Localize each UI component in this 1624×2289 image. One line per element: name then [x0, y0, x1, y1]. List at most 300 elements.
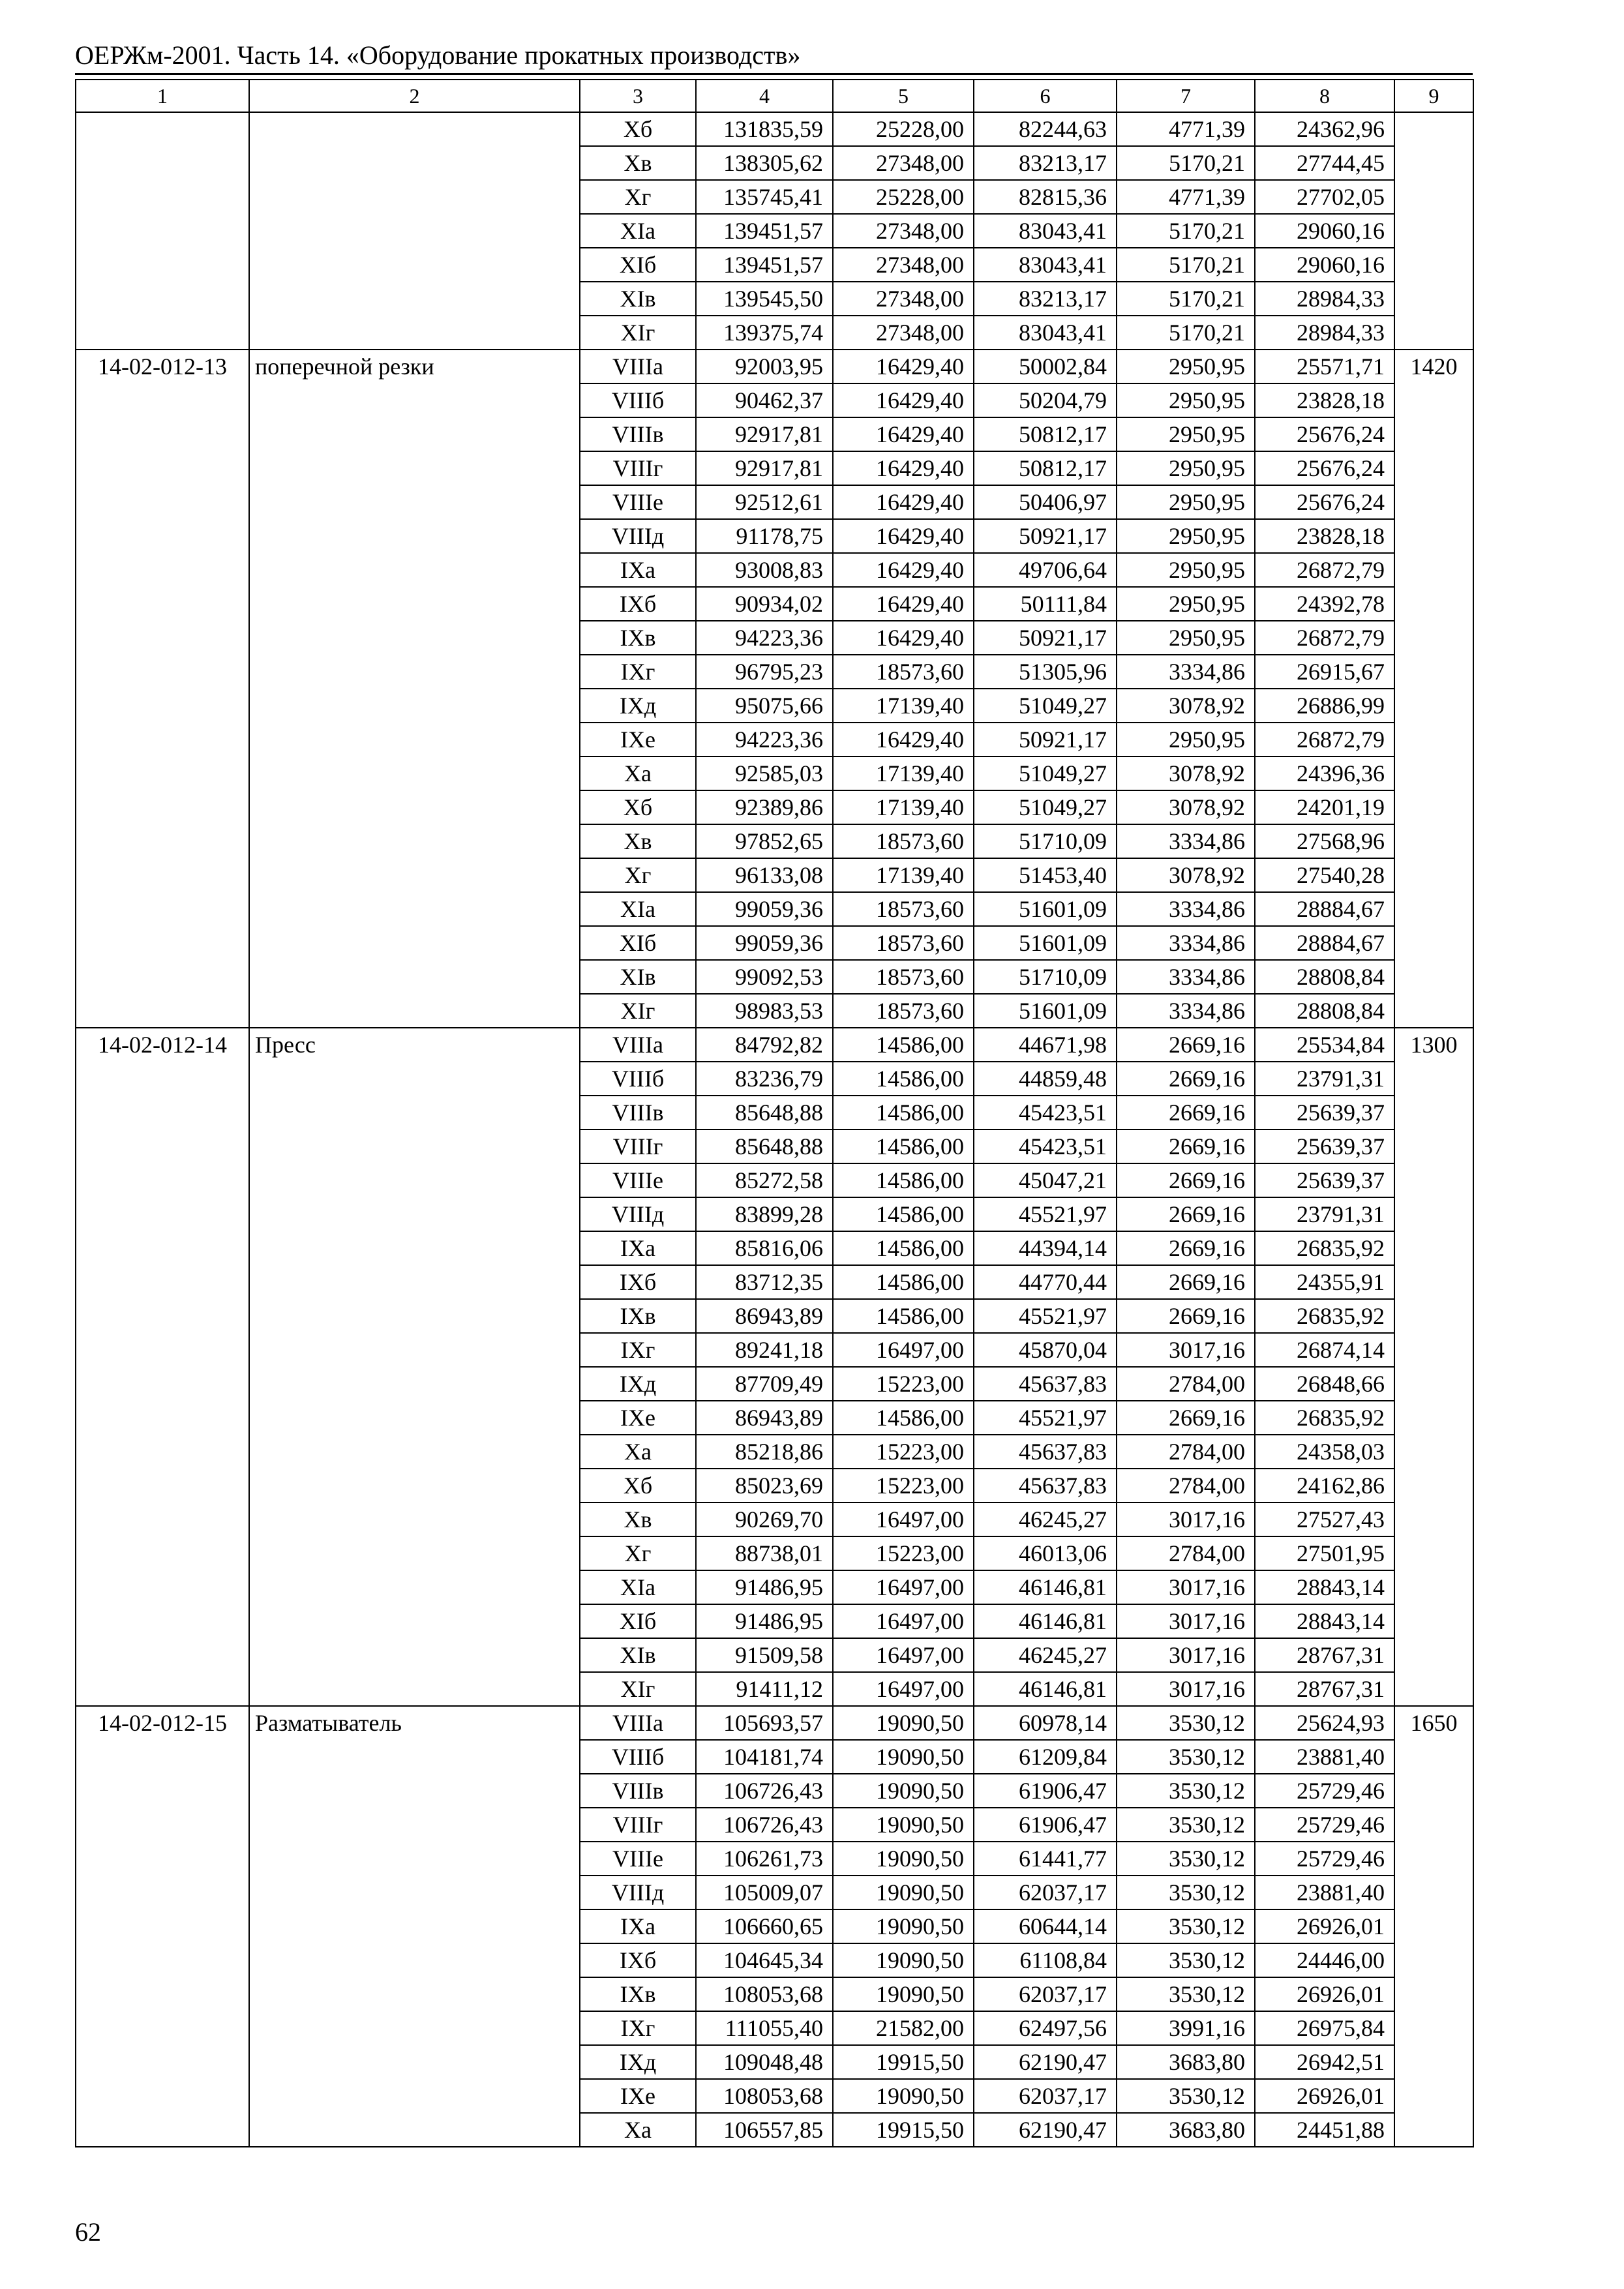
item-name-cell — [249, 112, 580, 350]
value-cell: 23881,40 — [1255, 1740, 1394, 1774]
zone-cell: VIIIг — [580, 1808, 696, 1842]
value-cell: 23791,31 — [1255, 1062, 1394, 1096]
zone-cell: VIIIб — [580, 1740, 696, 1774]
value-cell: 106261,73 — [696, 1842, 833, 1876]
value-cell: 92917,81 — [696, 451, 833, 485]
value-cell: 16497,00 — [833, 1672, 974, 1706]
zone-cell: VIIIe — [580, 1842, 696, 1876]
zone-cell: IXe — [580, 1401, 696, 1435]
value-cell: 5170,21 — [1117, 316, 1255, 350]
value-cell: 91486,95 — [696, 1604, 833, 1638]
column-number-row — [76, 80, 1473, 112]
value-cell: 24362,96 — [1255, 112, 1394, 146]
value-cell: 51601,09 — [974, 994, 1117, 1028]
value-cell: 3530,12 — [1117, 1977, 1255, 2011]
value-cell: 62190,47 — [974, 2113, 1117, 2147]
value-cell: 5170,21 — [1117, 146, 1255, 180]
value-cell: 26872,79 — [1255, 621, 1394, 655]
value-cell: 25534,84 — [1255, 1028, 1394, 1062]
zone-cell: XIг — [580, 994, 696, 1028]
value-cell: 2950,95 — [1117, 383, 1255, 417]
value-cell: 51305,96 — [974, 655, 1117, 689]
value-cell: 18573,60 — [833, 892, 974, 926]
value-cell: 45870,04 — [974, 1333, 1117, 1367]
value-cell: 83213,17 — [974, 282, 1117, 316]
value-cell: 45521,97 — [974, 1299, 1117, 1333]
value-cell: 3530,12 — [1117, 1774, 1255, 1808]
value-cell: 50812,17 — [974, 451, 1117, 485]
value-cell: 14586,00 — [833, 1265, 974, 1299]
table-row — [76, 112, 1473, 146]
value-cell: 45423,51 — [974, 1096, 1117, 1130]
zone-cell: Xв — [580, 146, 696, 180]
zone-cell: IXд — [580, 2045, 696, 2079]
zone-cell: VIIIв — [580, 417, 696, 451]
value-cell: 83043,41 — [974, 248, 1117, 282]
value-cell: 25676,24 — [1255, 417, 1394, 451]
zone-cell: XIв — [580, 282, 696, 316]
value-cell: 87709,49 — [696, 1367, 833, 1401]
value-cell: 26835,92 — [1255, 1299, 1394, 1333]
zone-cell: Xa — [580, 2113, 696, 2147]
value-cell: 95075,66 — [696, 689, 833, 723]
value-cell: 50921,17 — [974, 519, 1117, 553]
value-cell: 14586,00 — [833, 1299, 974, 1333]
value-cell: 104645,34 — [696, 1943, 833, 1977]
value-cell: 51710,09 — [974, 960, 1117, 994]
value-cell: 14586,00 — [833, 1028, 974, 1062]
value-cell: 3683,80 — [1117, 2113, 1255, 2147]
value-cell: 85648,88 — [696, 1096, 833, 1130]
value-cell: 3017,16 — [1117, 1638, 1255, 1672]
zone-cell: IXa — [580, 1909, 696, 1943]
value-cell: 50204,79 — [974, 383, 1117, 417]
value-cell: 19090,50 — [833, 1774, 974, 1808]
value-cell: 15223,00 — [833, 1367, 974, 1401]
value-cell: 3334,86 — [1117, 960, 1255, 994]
value-cell: 4771,39 — [1117, 112, 1255, 146]
value-cell: 50921,17 — [974, 723, 1117, 756]
value-cell: 62037,17 — [974, 2079, 1117, 2113]
value-cell: 5170,21 — [1117, 214, 1255, 248]
value-cell: 26872,79 — [1255, 723, 1394, 756]
value-cell: 106726,43 — [696, 1808, 833, 1842]
value-cell: 28984,33 — [1255, 282, 1394, 316]
value-cell: 62037,17 — [974, 1977, 1117, 2011]
value-cell: 96133,08 — [696, 858, 833, 892]
value-cell: 19090,50 — [833, 1740, 974, 1774]
value-cell: 16429,40 — [833, 383, 974, 417]
value-cell: 45047,21 — [974, 1163, 1117, 1197]
value-cell: 25571,71 — [1255, 350, 1394, 383]
value-cell: 108053,68 — [696, 1977, 833, 2011]
value-cell: 2669,16 — [1117, 1130, 1255, 1163]
value-cell: 83712,35 — [696, 1265, 833, 1299]
value-cell: 5170,21 — [1117, 248, 1255, 282]
value-cell: 27527,43 — [1255, 1503, 1394, 1536]
zone-cell: IXa — [580, 1231, 696, 1265]
value-cell: 106726,43 — [696, 1774, 833, 1808]
value-cell: 28808,84 — [1255, 960, 1394, 994]
value-cell: 84792,82 — [696, 1028, 833, 1062]
zone-cell: IXв — [580, 1299, 696, 1333]
value-cell: 16429,40 — [833, 621, 974, 655]
zone-cell: VIIIa — [580, 350, 696, 383]
value-cell: 90934,02 — [696, 587, 833, 621]
value-cell: 3991,16 — [1117, 2011, 1255, 2045]
value-cell: 92512,61 — [696, 485, 833, 519]
zone-cell: Xa — [580, 756, 696, 790]
value-cell: 25639,37 — [1255, 1096, 1394, 1130]
value-cell: 2950,95 — [1117, 485, 1255, 519]
value-cell: 26874,14 — [1255, 1333, 1394, 1367]
value-cell: 51049,27 — [974, 689, 1117, 723]
value-cell: 25639,37 — [1255, 1163, 1394, 1197]
value-cell: 2950,95 — [1117, 621, 1255, 655]
zone-cell: VIIIa — [580, 1028, 696, 1062]
value-cell: 4771,39 — [1117, 180, 1255, 214]
zone-cell: VIIIд — [580, 1197, 696, 1231]
value-cell: 92003,95 — [696, 350, 833, 383]
value-cell: 26848,66 — [1255, 1367, 1394, 1401]
value-cell: 83236,79 — [696, 1062, 833, 1096]
value-cell: 3530,12 — [1117, 1842, 1255, 1876]
value-cell: 26926,01 — [1255, 2079, 1394, 2113]
value-cell: 61906,47 — [974, 1774, 1117, 1808]
value-cell: 2784,00 — [1117, 1435, 1255, 1469]
value-cell: 62037,17 — [974, 1876, 1117, 1909]
value-cell: 14586,00 — [833, 1096, 974, 1130]
value-cell: 83899,28 — [696, 1197, 833, 1231]
zone-cell: VIIIe — [580, 485, 696, 519]
zone-cell: VIIIд — [580, 519, 696, 553]
value-cell: 106660,65 — [696, 1909, 833, 1943]
value-cell: 3530,12 — [1117, 1943, 1255, 1977]
item-code-cell — [76, 112, 249, 350]
value-cell: 3683,80 — [1117, 2045, 1255, 2079]
value-cell: 50002,84 — [974, 350, 1117, 383]
value-cell: 14586,00 — [833, 1231, 974, 1265]
value-cell: 14586,00 — [833, 1197, 974, 1231]
value-cell: 24162,86 — [1255, 1469, 1394, 1503]
value-cell: 94223,36 — [696, 621, 833, 655]
value-cell: 2784,00 — [1117, 1536, 1255, 1570]
value-cell: 3530,12 — [1117, 1740, 1255, 1774]
column-number-cell: 7 — [1117, 80, 1255, 112]
zone-cell: XIa — [580, 1570, 696, 1604]
zone-cell: Xг — [580, 1536, 696, 1570]
value-cell: 46146,81 — [974, 1672, 1117, 1706]
value-cell: 24451,88 — [1255, 2113, 1394, 2147]
value-cell: 44770,44 — [974, 1265, 1117, 1299]
value-cell: 131835,59 — [696, 112, 833, 146]
value-cell: 86943,89 — [696, 1401, 833, 1435]
value-cell: 17139,40 — [833, 790, 974, 824]
value-cell: 16497,00 — [833, 1604, 974, 1638]
zone-cell: IXг — [580, 1333, 696, 1367]
value-cell: 26872,79 — [1255, 553, 1394, 587]
value-cell: 51601,09 — [974, 926, 1117, 960]
value-cell: 18573,60 — [833, 655, 974, 689]
value-cell: 3530,12 — [1117, 1808, 1255, 1842]
value-cell: 91509,58 — [696, 1638, 833, 1672]
zone-cell: IXб — [580, 1265, 696, 1299]
value-cell: 23791,31 — [1255, 1197, 1394, 1231]
value-cell: 96795,23 — [696, 655, 833, 689]
value-cell: 26926,01 — [1255, 1909, 1394, 1943]
value-cell: 14586,00 — [833, 1062, 974, 1096]
value-cell: 26915,67 — [1255, 655, 1394, 689]
value-cell: 15223,00 — [833, 1536, 974, 1570]
value-cell: 16497,00 — [833, 1570, 974, 1604]
value-cell: 18573,60 — [833, 926, 974, 960]
value-cell: 62497,56 — [974, 2011, 1117, 2045]
zone-cell: Xб — [580, 790, 696, 824]
value-cell: 50921,17 — [974, 621, 1117, 655]
value-cell: 85218,86 — [696, 1435, 833, 1469]
value-cell: 17139,40 — [833, 689, 974, 723]
value-cell: 51049,27 — [974, 756, 1117, 790]
value-cell: 88738,01 — [696, 1536, 833, 1570]
value-cell: 24392,78 — [1255, 587, 1394, 621]
table-row — [76, 350, 1473, 383]
value-cell: 29060,16 — [1255, 214, 1394, 248]
value-cell: 138305,62 — [696, 146, 833, 180]
zone-cell: Xг — [580, 858, 696, 892]
value-cell: 85023,69 — [696, 1469, 833, 1503]
zone-cell: IXб — [580, 1943, 696, 1977]
value-cell: 21582,00 — [833, 2011, 974, 2045]
value-cell: 27744,45 — [1255, 146, 1394, 180]
value-cell: 51049,27 — [974, 790, 1117, 824]
zone-cell: IXг — [580, 2011, 696, 2045]
value-cell: 27702,05 — [1255, 180, 1394, 214]
value-cell: 45637,83 — [974, 1367, 1117, 1401]
zone-cell: IXд — [580, 689, 696, 723]
value-cell: 3017,16 — [1117, 1604, 1255, 1638]
value-cell: 28808,84 — [1255, 994, 1394, 1028]
value-cell: 16429,40 — [833, 587, 974, 621]
value-cell: 90462,37 — [696, 383, 833, 417]
value-cell: 109048,48 — [696, 2045, 833, 2079]
value-cell: 44394,14 — [974, 1231, 1117, 1265]
zone-cell: XIг — [580, 1672, 696, 1706]
value-cell: 14586,00 — [833, 1401, 974, 1435]
value-cell: 15223,00 — [833, 1435, 974, 1469]
value-cell: 28984,33 — [1255, 316, 1394, 350]
value-cell: 61209,84 — [974, 1740, 1117, 1774]
zone-cell: XIб — [580, 1604, 696, 1638]
zone-cell: XIб — [580, 926, 696, 960]
value-cell: 108053,68 — [696, 2079, 833, 2113]
value-cell: 91411,12 — [696, 1672, 833, 1706]
column-number-cell: 3 — [580, 80, 696, 112]
value-cell: 24446,00 — [1255, 1943, 1394, 1977]
value-cell: 27348,00 — [833, 316, 974, 350]
zone-cell: Xб — [580, 112, 696, 146]
value-cell: 2950,95 — [1117, 417, 1255, 451]
value-cell: 19090,50 — [833, 1876, 974, 1909]
value-cell: 24355,91 — [1255, 1265, 1394, 1299]
value-cell: 18573,60 — [833, 960, 974, 994]
column-number-cell: 9 — [1394, 80, 1473, 112]
value-cell: 45637,83 — [974, 1435, 1117, 1469]
zone-cell: Xa — [580, 1435, 696, 1469]
value-cell: 26886,99 — [1255, 689, 1394, 723]
value-cell: 24358,03 — [1255, 1435, 1394, 1469]
column-number-cell: 5 — [833, 80, 974, 112]
value-cell: 83043,41 — [974, 214, 1117, 248]
value-cell: 25729,46 — [1255, 1774, 1394, 1808]
value-cell: 46146,81 — [974, 1570, 1117, 1604]
zone-cell: VIIIб — [580, 1062, 696, 1096]
value-cell: 5170,21 — [1117, 282, 1255, 316]
value-cell: 16497,00 — [833, 1638, 974, 1672]
column-number-cell: 8 — [1255, 80, 1394, 112]
value-cell: 28767,31 — [1255, 1638, 1394, 1672]
value-cell: 25228,00 — [833, 112, 974, 146]
value-cell: 46146,81 — [974, 1604, 1117, 1638]
value-cell: 16429,40 — [833, 723, 974, 756]
value-cell: 3334,86 — [1117, 892, 1255, 926]
value-cell: 139545,50 — [696, 282, 833, 316]
value-cell: 18573,60 — [833, 824, 974, 858]
value-cell: 3530,12 — [1117, 1909, 1255, 1943]
value-cell: 111055,40 — [696, 2011, 833, 2045]
value-cell: 19090,50 — [833, 1842, 974, 1876]
value-cell: 28843,14 — [1255, 1604, 1394, 1638]
column-number-cell: 4 — [696, 80, 833, 112]
value-cell: 19915,50 — [833, 2113, 974, 2147]
value-cell: 3530,12 — [1117, 1706, 1255, 1740]
value-cell: 139451,57 — [696, 214, 833, 248]
value-cell: 3017,16 — [1117, 1503, 1255, 1536]
value-cell: 2669,16 — [1117, 1163, 1255, 1197]
value-cell: 2669,16 — [1117, 1028, 1255, 1062]
value-cell: 83213,17 — [974, 146, 1117, 180]
value-cell: 25729,46 — [1255, 1808, 1394, 1842]
value-cell: 19915,50 — [833, 2045, 974, 2079]
value-cell: 46245,27 — [974, 1503, 1117, 1536]
value-cell: 99092,53 — [696, 960, 833, 994]
value-cell: 45521,97 — [974, 1197, 1117, 1231]
value-cell: 82815,36 — [974, 180, 1117, 214]
value-cell: 16497,00 — [833, 1333, 974, 1367]
column-number-cell: 6 — [974, 80, 1117, 112]
value-cell: 19090,50 — [833, 2079, 974, 2113]
value-cell: 26975,84 — [1255, 2011, 1394, 2045]
col9-cell: 1300 — [1394, 1028, 1473, 1706]
value-cell: 27348,00 — [833, 214, 974, 248]
zone-cell: XIa — [580, 214, 696, 248]
zone-cell: VIIIa — [580, 1706, 696, 1740]
value-cell: 89241,18 — [696, 1333, 833, 1367]
value-cell: 3334,86 — [1117, 926, 1255, 960]
value-cell: 17139,40 — [833, 756, 974, 790]
value-cell: 2784,00 — [1117, 1367, 1255, 1401]
value-cell: 14586,00 — [833, 1130, 974, 1163]
value-cell: 44859,48 — [974, 1062, 1117, 1096]
value-cell: 28884,67 — [1255, 926, 1394, 960]
column-number-cell: 2 — [249, 80, 580, 112]
value-cell: 94223,36 — [696, 723, 833, 756]
value-cell: 104181,74 — [696, 1740, 833, 1774]
value-cell: 2669,16 — [1117, 1062, 1255, 1096]
value-cell: 51601,09 — [974, 892, 1117, 926]
value-cell: 25228,00 — [833, 180, 974, 214]
value-cell: 25676,24 — [1255, 485, 1394, 519]
zone-cell: IXг — [580, 655, 696, 689]
item-code-cell: 14-02-012-15 — [76, 1706, 249, 2147]
zone-cell: IXe — [580, 723, 696, 756]
page-header-title: ОЕРЖм-2001. Часть 14. «Оборудование прокатных производств» — [75, 40, 801, 70]
value-cell: 19090,50 — [833, 1706, 974, 1740]
value-cell: 2950,95 — [1117, 553, 1255, 587]
value-cell: 2669,16 — [1117, 1299, 1255, 1333]
value-cell: 139375,74 — [696, 316, 833, 350]
value-cell: 26942,51 — [1255, 2045, 1394, 2079]
value-cell: 62190,47 — [974, 2045, 1117, 2079]
value-cell: 16429,40 — [833, 519, 974, 553]
value-cell: 26835,92 — [1255, 1401, 1394, 1435]
value-cell: 44671,98 — [974, 1028, 1117, 1062]
price-table — [75, 79, 1474, 2147]
value-cell: 45423,51 — [974, 1130, 1117, 1163]
value-cell: 51710,09 — [974, 824, 1117, 858]
value-cell: 3078,92 — [1117, 858, 1255, 892]
value-cell: 2669,16 — [1117, 1231, 1255, 1265]
value-cell: 23881,40 — [1255, 1876, 1394, 1909]
value-cell: 45521,97 — [974, 1401, 1117, 1435]
value-cell: 105009,07 — [696, 1876, 833, 1909]
zone-cell: IXв — [580, 1977, 696, 2011]
value-cell: 2950,95 — [1117, 519, 1255, 553]
zone-cell: VIIIб — [580, 383, 696, 417]
value-cell: 61441,77 — [974, 1842, 1117, 1876]
value-cell: 24396,36 — [1255, 756, 1394, 790]
value-cell: 27348,00 — [833, 146, 974, 180]
value-cell: 3334,86 — [1117, 655, 1255, 689]
value-cell: 25729,46 — [1255, 1842, 1394, 1876]
value-cell: 91178,75 — [696, 519, 833, 553]
value-cell: 98983,53 — [696, 994, 833, 1028]
value-cell: 46245,27 — [974, 1638, 1117, 1672]
value-cell: 27501,95 — [1255, 1536, 1394, 1570]
value-cell: 99059,36 — [696, 892, 833, 926]
value-cell: 2950,95 — [1117, 451, 1255, 485]
zone-cell: Xв — [580, 824, 696, 858]
value-cell: 91486,95 — [696, 1570, 833, 1604]
zone-cell: Xг — [580, 180, 696, 214]
zone-cell: VIIIд — [580, 1876, 696, 1909]
value-cell: 90269,70 — [696, 1503, 833, 1536]
value-cell: 51453,40 — [974, 858, 1117, 892]
col9-cell: 1420 — [1394, 350, 1473, 1028]
value-cell: 19090,50 — [833, 1977, 974, 2011]
value-cell: 139451,57 — [696, 248, 833, 282]
zone-cell: IXб — [580, 587, 696, 621]
value-cell: 25639,37 — [1255, 1130, 1394, 1163]
table-row — [76, 1706, 1473, 1740]
value-cell: 2669,16 — [1117, 1401, 1255, 1435]
zone-cell: Xв — [580, 1503, 696, 1536]
value-cell: 16497,00 — [833, 1503, 974, 1536]
col9-cell: 1650 — [1394, 1706, 1473, 2147]
value-cell: 82244,63 — [974, 112, 1117, 146]
zone-cell: XIв — [580, 1638, 696, 1672]
value-cell: 3530,12 — [1117, 2079, 1255, 2113]
value-cell: 50406,97 — [974, 485, 1117, 519]
